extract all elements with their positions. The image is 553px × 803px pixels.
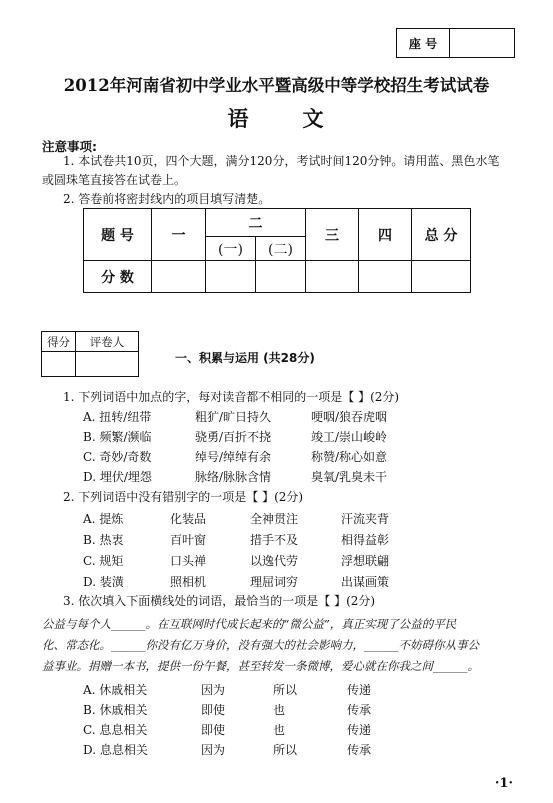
seat-number-box (396, 28, 515, 58)
q3-options (0, 681, 553, 761)
note-1-line-1: 1. 本试卷共10页，四个大题，满分120分，考试时间120分钟。请用蓝、黑色水笔 (63, 154, 500, 168)
q2-option-b-2: 百叶窗 (170, 533, 207, 547)
q2-option-c-2: 口头禅 (170, 554, 207, 568)
score-cell-2b[interactable] (256, 261, 306, 293)
note-2: 2. 答卷前将密封线内的项目填写清楚。 (63, 192, 271, 206)
score-cell-4[interactable] (359, 261, 412, 293)
q2-option-c-3: 以逸代劳 (250, 554, 299, 568)
q3-option-d-4: 传承 (347, 743, 372, 757)
q3-option-d-3: 所以 (273, 743, 298, 757)
header-part-3: 三 (306, 209, 359, 261)
q3-option-b-2: 即使 (201, 703, 226, 717)
notes-heading: 注意事项: (42, 139, 97, 154)
header-part-2-sub-2: (二) (256, 237, 306, 261)
q3-passage-line-3: 益事业。捐赠一本书，提供一份午餐，甚至转发一条微博，爱心就在你我之间______。 (42, 659, 479, 673)
header-part-4: 四 (359, 209, 412, 261)
q3-option-c-2: 即使 (201, 723, 226, 737)
header-total: 总 分 (412, 209, 471, 261)
q2-option-c-4: 浮想联翩 (341, 554, 390, 568)
seat-value-field[interactable] (450, 29, 515, 58)
subject-char-1: 语 (227, 106, 251, 131)
page-number: ·1· (494, 776, 513, 791)
row-score-label: 分 数 (84, 261, 152, 293)
q2-stem: 2. 下列词语中没有错别字的一项是【 】(2分) (63, 490, 304, 504)
q2-option-a-2: 化装品 (170, 512, 207, 526)
grader-name-label: 评卷人 (76, 332, 139, 352)
q3-option-a-4: 传递 (347, 683, 372, 697)
subject-char-2: 文 (302, 106, 326, 131)
q2-option-b-1[interactable]: B. 热衷 (83, 533, 124, 547)
q3-stem: 3. 依次填入下面横线处的词语，最恰当的一项是【 】(2分) (63, 594, 376, 608)
seat-label: 座 号 (397, 29, 450, 58)
q1-option-a-3: 哽咽/狼吞虎咽 (311, 410, 388, 424)
q3-option-d-2: 因为 (201, 743, 226, 757)
score-cell-2a[interactable] (206, 261, 256, 293)
q1-option-c-3: 称赞/称心如意 (311, 450, 388, 464)
q2-option-d-2: 照相机 (170, 575, 207, 589)
q3-option-c-4: 传递 (347, 723, 372, 737)
header-part-1: 一 (152, 209, 206, 261)
subject-title (0, 103, 553, 133)
exam-title: 2012年河南省初中学业水平暨高级中等学校招生考试试卷 (63, 76, 490, 95)
q2-option-b-4: 相得益彰 (341, 533, 390, 547)
q2-option-c-1[interactable]: C. 规矩 (83, 554, 124, 568)
q3-option-d-1[interactable]: D. 息息相关 (83, 743, 148, 757)
q1-option-b-1[interactable]: B. 频繁/濒临 (83, 430, 152, 444)
q1-option-d-3: 臭氧/乳臭未干 (311, 470, 388, 484)
q2-option-b-3: 措手不及 (250, 533, 299, 547)
grader-score-label: 得分 (42, 332, 76, 352)
q2-option-d-1[interactable]: D. 装潢 (83, 575, 124, 589)
q3-passage-line-1: 公益与每个人______。在互联网时代成长起来的“微公益”，真正实现了公益的平民 (42, 617, 457, 631)
score-cell-total[interactable] (412, 261, 471, 293)
q3-passage-line-2: 化、常态化。______你没有亿万身价，没有强大的社会影响力，______不妨碍你从事公 (42, 638, 479, 652)
q3-option-a-3: 所以 (273, 683, 298, 697)
q1-option-c-1[interactable]: C. 奇妙/奇数 (83, 450, 152, 464)
q1-option-c-2: 绰号/绰绰有余 (195, 450, 272, 464)
q3-option-b-3: 也 (273, 703, 286, 717)
q1-option-a-2: 粗犷/旷日持久 (195, 410, 272, 424)
note-1-line-2: 或圆珠笔直接答在试卷上。 (42, 173, 187, 187)
q1-options (0, 408, 553, 488)
section-title: 一、积累与运用 (共28分) (175, 351, 315, 365)
score-cell-3[interactable] (306, 261, 359, 293)
q2-option-a-1[interactable]: A. 提炼 (83, 512, 124, 526)
q3-option-c-3: 也 (273, 723, 286, 737)
q2-option-d-3: 理屈词穷 (250, 575, 299, 589)
score-table (83, 208, 471, 293)
q2-options (0, 510, 553, 592)
score-cell-1[interactable] (152, 261, 206, 293)
q1-option-d-1[interactable]: D. 埋伏/埋怨 (83, 470, 152, 484)
q1-option-a-1[interactable]: A. 扭转/纽带 (83, 410, 152, 424)
grader-score-field[interactable] (42, 352, 76, 377)
header-part-2-sub-1: (一) (206, 237, 256, 261)
q3-option-b-1[interactable]: B. 休戚相关 (83, 703, 148, 717)
q2-option-d-4: 出谋画策 (341, 575, 390, 589)
q3-option-a-2: 因为 (201, 683, 226, 697)
header-question-no: 题 号 (84, 209, 152, 261)
q1-option-b-2: 骁勇/百折不挠 (195, 430, 272, 444)
grader-name-field[interactable] (76, 352, 139, 377)
q3-option-c-1[interactable]: C. 息息相关 (83, 723, 148, 737)
q2-option-a-3: 全神贯注 (250, 512, 299, 526)
q3-option-b-4: 传承 (347, 703, 372, 717)
q1-option-b-3: 竣工/崇山峻岭 (311, 430, 388, 444)
q1-stem: 1. 下列词语中加点的字，每对读音都不相同的一项是【 】(2分) (63, 390, 400, 404)
q3-option-a-1[interactable]: A. 休戚相关 (83, 683, 148, 697)
header-part-2: 二 (206, 209, 306, 237)
q2-option-a-4: 汗流夹背 (341, 512, 390, 526)
grader-box (41, 331, 139, 377)
q1-option-d-2: 脉络/脉脉含情 (195, 470, 272, 484)
